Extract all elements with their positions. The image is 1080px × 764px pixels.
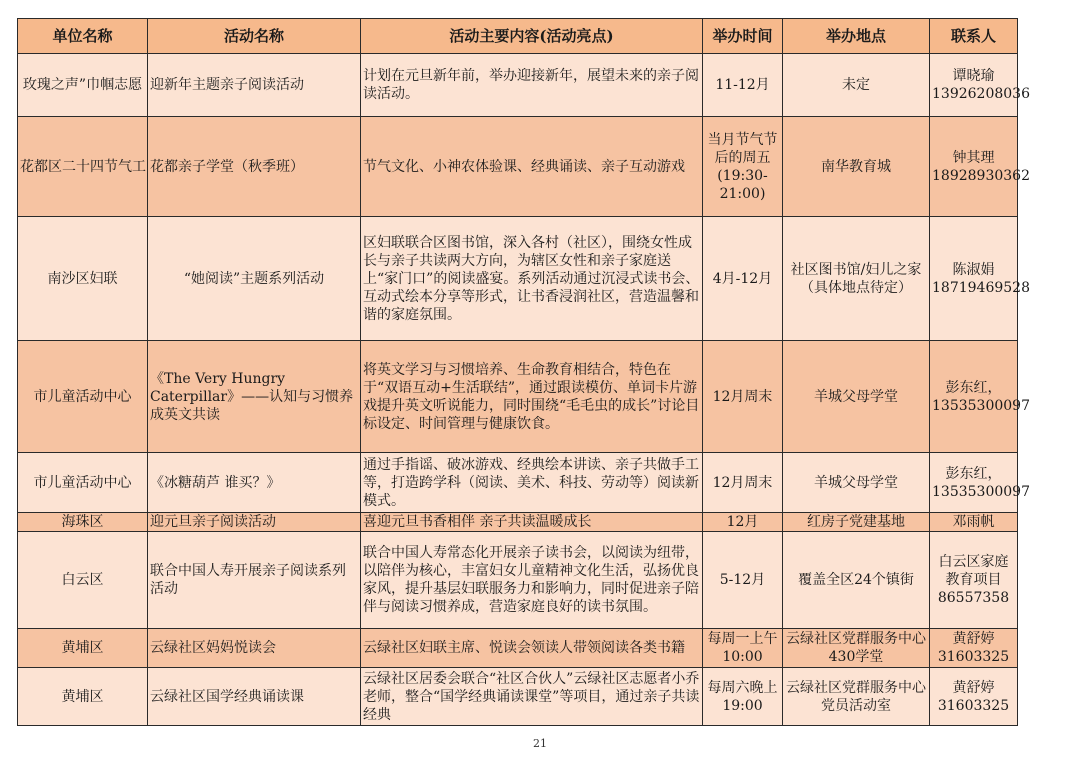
header-contact: 联系人 (930, 19, 1018, 54)
contact-cell: 彭东红，13535300097 (930, 341, 1018, 453)
contact-cell: 黄舒婷 31603325 (930, 668, 1018, 726)
time-cell: 12月 (703, 513, 783, 532)
place-cell: 云绿社区党群服务中心党员活动室 (783, 668, 930, 726)
content-cell: 喜迎元旦书香相伴 亲子共读温暖成长 (361, 513, 703, 532)
time-cell: 11-12月 (703, 54, 783, 117)
activity-cell: 《The Very Hungry Caterpillar》——认知与习惯养成英文共读 (148, 341, 361, 453)
header-unit: 单位名称 (18, 19, 148, 54)
time-cell: 当月节气节后的周五(19:30-21:00) (703, 117, 783, 217)
unit-cell: 白云区 (18, 532, 148, 629)
place-cell: 覆盖全区24个镇街 (783, 532, 930, 629)
contact-cell: 白云区家庭教育项目 86557358 (930, 532, 1018, 629)
page-number: 21 (533, 737, 547, 750)
unit-cell: 玫瑰之声”巾帼志愿 (18, 54, 148, 117)
unit-cell: 黄埔区 (18, 629, 148, 668)
place-cell: 云绿社区党群服务中心430学堂 (783, 629, 930, 668)
place-cell: 未定 (783, 54, 930, 117)
time-cell: 12月周末 (703, 453, 783, 513)
activity-cell: 迎元旦亲子阅读活动 (148, 513, 361, 532)
time-cell: 12月周末 (703, 341, 783, 453)
contact-cell: 钟其理 18928930362 (930, 117, 1018, 217)
content-cell: 将英文学习与习惯培养、生命教育相结合，特色在于“双语互动+生活联结”，通过跟读模仿、单词卡片游戏提升英文听说能力，同时围绕“毛毛虫的成长”讨论目标设定、时间管理与健康饮食。 (361, 341, 703, 453)
table-row (18, 668, 1018, 726)
activity-cell: 迎新年主题亲子阅读活动 (148, 54, 361, 117)
table-row (18, 217, 1018, 341)
table-row (18, 341, 1018, 453)
activity-cell: 花都亲子学堂（秋季班） (148, 117, 361, 217)
header-place: 举办地点 (783, 19, 930, 54)
content-cell: 计划在元旦新年前，举办迎接新年，展望未来的亲子阅读活动。 (361, 54, 703, 117)
time-cell: 5-12月 (703, 532, 783, 629)
table-row (18, 54, 1018, 117)
time-cell: 每周一上午10:00 (703, 629, 783, 668)
place-cell: 羊城父母学堂 (783, 341, 930, 453)
contact-cell: 陈淑娟 18719469528 (930, 217, 1018, 341)
content-cell: 云绿社区妇联主席、悦读会领读人带领阅读各类书籍 (361, 629, 703, 668)
unit-cell: 市儿童活动中心 (18, 453, 148, 513)
place-cell: 社区图书馆/妇儿之家（具体地点待定） (783, 217, 930, 341)
time-cell: 每周六晚上19:00 (703, 668, 783, 726)
contact-cell: 邓雨帆 (930, 513, 1018, 532)
table-row (18, 513, 1018, 532)
table-row (18, 629, 1018, 668)
content-cell: 云绿社区居委会联合“社区合伙人”云绿社区志愿者小乔老师，整合“国学经典诵读课堂”等项目，通过亲子共读经典 (361, 668, 703, 726)
activity-table (17, 18, 1030, 726)
table-row (18, 532, 1018, 629)
unit-cell: 海珠区 (18, 513, 148, 532)
place-cell: 羊城父母学堂 (783, 453, 930, 513)
contact-cell: 彭东红，13535300097 (930, 453, 1018, 513)
unit-cell: 黄埔区 (18, 668, 148, 726)
unit-cell: 花都区二十四节气工 (18, 117, 148, 217)
unit-cell: 市儿童活动中心 (18, 341, 148, 453)
activity-cell: 联合中国人寿开展亲子阅读系列活动 (148, 532, 361, 629)
contact-cell: 黄舒婷 31603325 (930, 629, 1018, 668)
header-activity: 活动名称 (148, 19, 361, 54)
activity-cell: 《冰糖葫芦 谁买？》 (148, 453, 361, 513)
activity-cell: “她阅读”主题系列活动 (148, 217, 361, 341)
content-cell: 通过手指谣、破冰游戏、经典绘本讲读、亲子共做手工等，打造跨学科（阅读、美术、科技、劳动等）阅读新模式。 (361, 453, 703, 513)
unit-cell: 南沙区妇联 (18, 217, 148, 341)
header-content: 活动主要内容(活动亮点) (361, 19, 703, 54)
content-cell: 联合中国人寿常态化开展亲子读书会，以阅读为纽带，以陪伴为核心，丰富妇女儿童精神文化生活，弘扬优良家风，提升基层妇联服务力和影响力，同时促进亲子陪伴与阅读习惯养成，营造家庭良好的读书氛围。 (361, 532, 703, 629)
time-cell: 4月-12月 (703, 217, 783, 341)
table-row (18, 453, 1018, 513)
table-header-row (18, 19, 1018, 54)
activity-cell: 云绿社区国学经典诵读课 (148, 668, 361, 726)
place-cell: 红房子党建基地 (783, 513, 930, 532)
contact-cell: 谭晓瑜 13926208036 (930, 54, 1018, 117)
place-cell: 南华教育城 (783, 117, 930, 217)
table-row (18, 117, 1018, 217)
content-cell: 区妇联联合区图书馆，深入各村（社区），围绕女性成长与亲子共读两大方向，为辖区女性和亲子家庭送上“家门口”的阅读盛宴。系列活动通过沉浸式读书会、互动式绘本分享等形式，让书香浸润社区，营造温馨和谐的家庭氛围。 (361, 217, 703, 341)
content-cell: 节气文化、小神农体验课、经典诵读、亲子互动游戏 (361, 117, 703, 217)
activity-cell: 云绿社区妈妈悦读会 (148, 629, 361, 668)
header-time: 举办时间 (703, 19, 783, 54)
